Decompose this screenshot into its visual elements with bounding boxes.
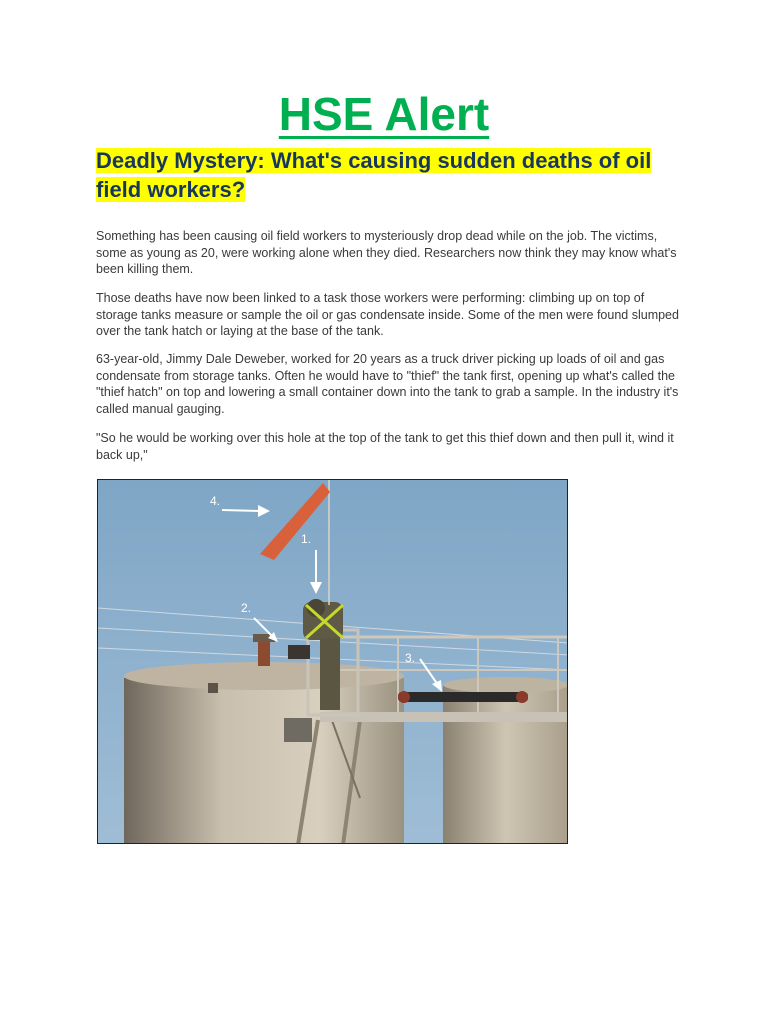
worker-legs — [320, 638, 340, 710]
article-paragraph-4: "So he would be working over this hole at the top of the tank to get this thief down and then pull it, wind it back up," — [96, 431, 674, 462]
tank-fitting — [208, 683, 218, 693]
pipe-valve — [398, 691, 410, 703]
annotation-label-1: 1. — [301, 532, 312, 546]
pipe-valve — [516, 691, 528, 703]
platform-box — [284, 718, 312, 742]
right-tank-top — [443, 677, 568, 693]
left-storage-tank — [124, 668, 404, 844]
worker-equipment — [288, 645, 310, 659]
thief-hatch — [258, 640, 270, 666]
annotation-label-4: 4. — [210, 494, 221, 508]
article-paragraph-2: Those deaths have now been linked to a task those workers were performing: climbing up on top of storage tanks measure or sample the oil or gas condensate inside. Some of the men were found slumped over the tank hatch or laying at the base of the tank. — [96, 291, 679, 338]
left-tank-top — [124, 662, 404, 690]
article-paragraph-1: Something has been causing oil field workers to mysteriously drop dead while on the job. The victims, some as young as 20, were working alone when they died. Researchers now think they may know what's been killing them. — [96, 229, 677, 276]
article-headline — [96, 146, 686, 204]
oilfield-tank-photo — [97, 479, 568, 844]
annotation-label-2: 2. — [241, 601, 252, 615]
page-title — [0, 86, 768, 142]
page-title-text: HSE Alert — [278, 88, 490, 140]
right-storage-tank — [443, 685, 568, 844]
annotation-label-3: 3. — [405, 651, 416, 665]
tank-illustration — [98, 480, 568, 844]
article-paragraph-3: 63-year-old, Jimmy Dale Deweber, worked for 20 years as a truck driver picking up loads of oil and gas condensate from storage tanks. Often he would have to "thief" the tank first, opening up what's called the "thief hatch" on top and lowering a small container down into the tank to grab a sample. In the industry it's called manual gauging. — [96, 352, 679, 416]
vent-pipe — [398, 692, 528, 702]
article-headline-text: Deadly Mystery: What's causing sudden deaths of oil field workers? — [96, 148, 652, 202]
